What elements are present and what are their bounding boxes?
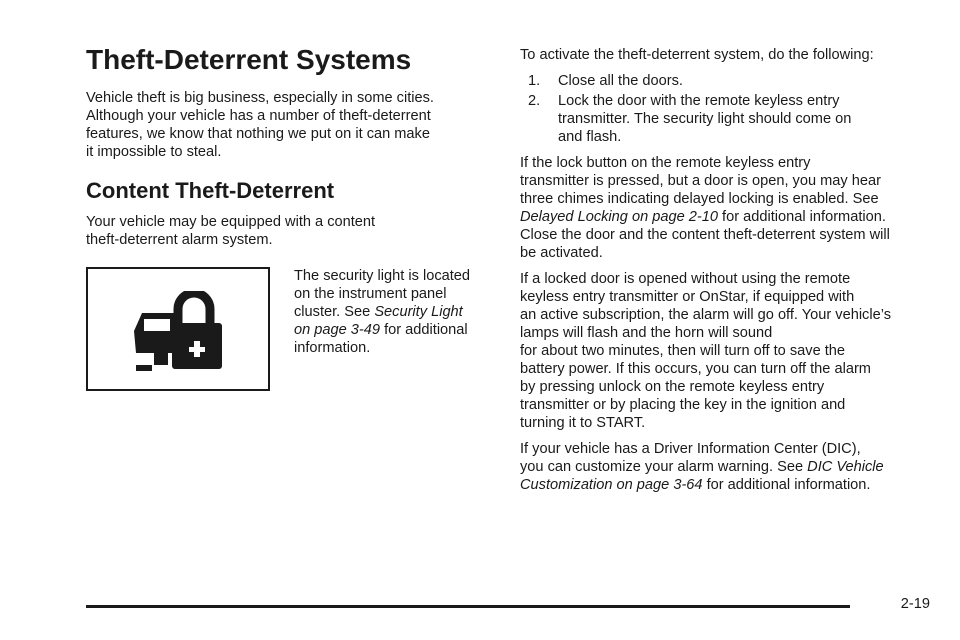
security-light-figure (86, 267, 490, 407)
page-number: 2-19 (900, 596, 930, 612)
list-item: 2. Lock the door with the remote keyless entry transmitter. The security light should come on and flash. (528, 93, 852, 145)
page-title: Theft-Deterrent Systems (86, 44, 412, 75)
activation-steps (520, 72, 930, 146)
dic-paragraph: If your vehicle has a Driver Information Center (DIC), you can customize your alarm warning. See DIC Vehicle Customization on page 3-64 for additional information. (520, 441, 884, 493)
list-item: 1. Close all the doors. (528, 73, 683, 89)
delayed-locking-link[interactable]: Delayed Locking on page 2-10 (520, 209, 718, 225)
alarm-paragraph: If a locked door is opened without using the remote keyless entry transmitter or OnStar, if equipped with an active subscription, the alarm will go off. Your vehicle’s lamps will flash and the horn will sound for about two minutes, then will turn off to save the battery power. If this occurs, you can turn off the alarm by pressing unlock on the remote keyless entry transmitter or by placing the key in the ignition and turning it to START. (520, 271, 891, 431)
left-column (86, 40, 490, 407)
intro-paragraph: Vehicle theft is big business, especially in some cities. Although your vehicle has a number of theft-deterrent features, we know that nothing we put on it can make it impossible to steal. (86, 90, 434, 160)
security-light-link[interactable]: Security Light on page 3-49 (294, 304, 463, 338)
activate-intro: To activate the theft-deterrent system, do the following: (520, 47, 874, 63)
security-light-icon-box (86, 267, 270, 391)
section-title: Content Theft-Deterrent (86, 178, 335, 203)
footer-rule (86, 605, 850, 608)
security-light-text: The security light is located on the instrument panel cluster. See Security Light on page 3-49 for additional information. (294, 268, 471, 356)
right-column (520, 40, 930, 502)
dic-customization-link[interactable]: DIC Vehicle Customization on page 3-64 (520, 459, 884, 493)
delayed-locking-paragraph: If the lock button on the remote keyless entry transmitter is pressed, but a door is open, you may hear three chimes indicating delayed locking is enabled. See Delayed Locking on page 2-10 for additional information. Close the door and the content theft-deterrent system will be activated. (520, 155, 890, 261)
content-intro-paragraph: Your vehicle may be equipped with a content theft-deterrent alarm system. (86, 214, 376, 248)
security-light-icon (128, 291, 228, 371)
